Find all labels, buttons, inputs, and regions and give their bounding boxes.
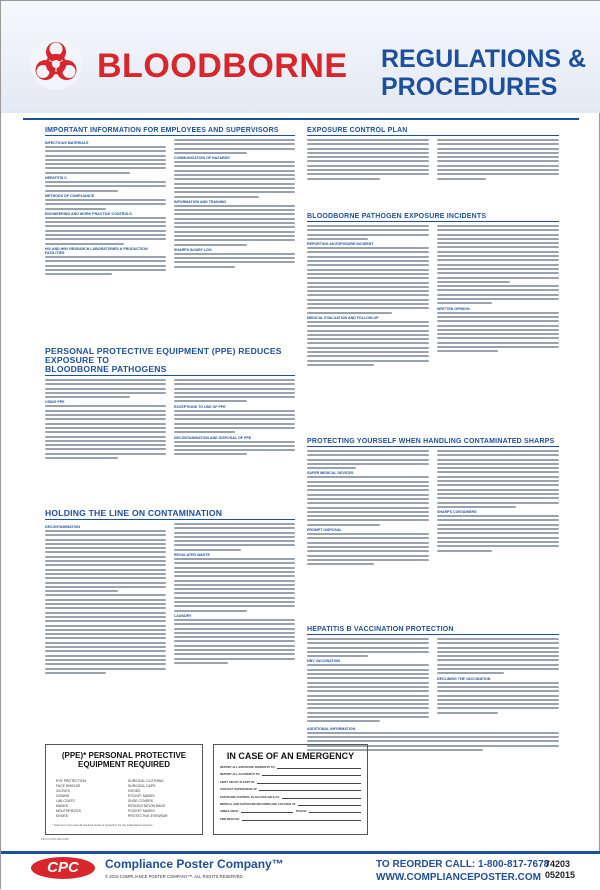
list-item: SURGICAL CAPS [128, 784, 156, 788]
biohazard-icon [29, 37, 83, 91]
subheading: SHARPS INJURY LOG [174, 247, 212, 252]
ppe-footnote: * Garment must meet all required levels of protection for the anticipated exposure. [52, 823, 154, 827]
fill-in-line[interactable] [277, 768, 361, 769]
subheading: DECONTAMINATION [45, 525, 81, 529]
list-item: MASKS [56, 804, 68, 808]
section-contamination [45, 509, 295, 734]
subheading: COMMUNICATION OF HAZARDS [174, 156, 230, 161]
reorder-phone[interactable]: TO REORDER CALL: 1-800-817-7678 [376, 859, 550, 870]
header-divider [23, 118, 579, 120]
emergency-label: FIRST AID KIT IS KEPT IN: [220, 779, 256, 784]
company-name: Compliance Poster Company™ [105, 857, 284, 871]
emergency-row [220, 809, 361, 813]
section-title-line-2: BLOODBORNE PATHOGENS [45, 364, 167, 374]
list-item: GLOVES [56, 789, 70, 793]
subheading: HEPATITIS C [45, 176, 67, 181]
emergency-row [220, 787, 361, 791]
ppe-box-title-line-1: (PPE)* PERSONAL PROTECTIVE [61, 751, 187, 760]
subheading: SHARPS CONTAINERS [437, 510, 477, 515]
subheading: DECLINING THE VACCINATION [437, 676, 491, 681]
fill-in-line[interactable] [309, 812, 361, 813]
fill-in-line[interactable] [282, 798, 361, 799]
subheading: LAUNDRY [174, 613, 192, 618]
column-right [174, 139, 295, 277]
section-important-information [45, 127, 295, 349]
emergency-label: FIRE RESCUE: [220, 816, 240, 821]
emergency-title: IN CASE OF AN EMERGENCY [226, 751, 355, 761]
poster-title-line-1: REGULATIONS & [381, 45, 587, 73]
emergency-label: REPORT ALL ACCIDENTS TO: [220, 772, 261, 777]
ppe-list-col-1 [56, 779, 128, 819]
list-item: LAB COATS [56, 799, 75, 803]
subheading: HIV AND HBV RESEARCH LABORATORIES & PRODUCTION FACILITIES [45, 246, 148, 255]
subheading: DECONTAMINATION AND DISPOSAL OF PPE [174, 435, 252, 440]
product-number [545, 859, 575, 881]
emergency-label: MEDICAL AND EXPOSURE RECORDS ARE LOCATED AT: [220, 801, 296, 806]
emergency-row [220, 817, 361, 821]
list-item: RESUSCITATION BAGS [128, 804, 166, 808]
section-exposure-incidents [307, 213, 559, 438]
emergency-row [220, 802, 361, 806]
subheading: WRITTEN OPINION [437, 306, 470, 311]
section-sharps [307, 438, 559, 628]
list-item: PROTECTIVE EYEWEAR [128, 814, 168, 818]
ppe-box-title-line-2: EQUIPMENT REQUIRED [77, 760, 170, 769]
section-exposure-control-plan [307, 127, 559, 217]
list-item: MOUTHPIECES [56, 809, 81, 813]
subheading: ENGINEERING AND WORK PRACTICE CONTROLS [45, 211, 132, 216]
subheading: REPORTING AN EXPOSURE INCIDENT [307, 242, 374, 247]
regulation-reference: Part (#) CFR 1910.1030 [41, 838, 69, 841]
fill-in-line[interactable] [259, 790, 361, 791]
list-item: GOWNS [56, 794, 70, 798]
fill-in-line[interactable] [242, 820, 361, 821]
subheading: ADDITIONAL INFORMATION [307, 726, 356, 731]
subheading: REGULATED WASTE [174, 553, 210, 558]
section-title: HEPATITIS B VACCINATION PROTECTION [307, 626, 559, 635]
subheading: INFORMATION AND TRAINING [174, 199, 227, 204]
website-link[interactable]: WWW.COMPLIANCEPOSTER.COM [376, 872, 541, 883]
subheading: SAFER MEDICAL DEVICES [307, 471, 354, 476]
section-title-line-1: PERSONAL PROTECTIVE EQUIPMENT (PPE) REDUCES EXPOSURE TO [45, 346, 282, 365]
ppe-box-title [46, 751, 202, 769]
poster-header [1, 1, 600, 113]
section-title: BLOODBORNE PATHOGEN EXPOSURE INCIDENTS [307, 213, 559, 222]
subheading: HBV VACCINATION [307, 659, 341, 664]
subheading: MEDICAL EVALUATION AND FOLLOW-UP [307, 315, 379, 320]
section-title: EXPOSURE CONTROL PLAN [307, 127, 559, 136]
section-title: IMPORTANT INFORMATION FOR EMPLOYEES AND SUPERVISORS [45, 127, 295, 136]
subheading: EXCEPTIONS TO USE OF PPE [174, 404, 226, 409]
subheading: INFECTIOUS MATERIALS [45, 141, 89, 145]
emergency-label: EXPOSURE CONTROL PLAN AVAILABLE AT: [220, 794, 280, 799]
emergency-row [220, 795, 361, 799]
emergency-label: POLICE: [295, 809, 308, 814]
fill-in-line[interactable] [298, 805, 361, 806]
subheading: USING PPE [45, 400, 65, 405]
section-title: HOLDING THE LINE ON CONTAMINATION [45, 509, 295, 520]
fill-in-line[interactable] [262, 775, 361, 776]
version-code: 052015 [545, 870, 576, 880]
ppe-list-col-2 [128, 779, 200, 819]
list-item: HOODS [128, 789, 141, 793]
column-left [45, 139, 166, 277]
list-item: EYE PROTECTION [56, 779, 86, 783]
poster-title-red: BLOODBORNE [97, 47, 348, 85]
fill-in-line[interactable] [257, 783, 361, 784]
product-code: 74203 [545, 859, 571, 869]
section-title: PROTECTING YOURSELF WHEN HANDLING CONTAMINATED SHARPS [307, 438, 559, 447]
list-item: SHOES [56, 814, 68, 818]
emergency-label: CONTACT SUPERVISOR AT: [220, 787, 258, 792]
list-item: POCKET MASKS [128, 794, 155, 798]
subheading: METHODS OF COMPLIANCE [45, 193, 95, 198]
poster-title-line-2: PROCEDURES [381, 73, 558, 101]
list-item: SHOE COVERS [128, 799, 153, 803]
subheading: PROMPT DISPOSAL [307, 528, 342, 533]
emergency-label: AMBULANCE: [220, 809, 239, 814]
list-item: FACE SHIELDS [56, 784, 81, 788]
section-ppe [45, 347, 295, 447]
cpc-logo: CPC [31, 857, 95, 879]
list-item: SURGICAL CLOTHING [128, 779, 164, 783]
emergency-label: REPORT ALL EXPOSURE INCIDENTS TO: [220, 765, 276, 769]
emergency-row [220, 765, 361, 769]
emergency-row [220, 772, 361, 776]
ppe-required-box [45, 744, 203, 835]
emergency-row [220, 780, 361, 784]
emergency-box [213, 744, 368, 835]
copyright-text: © 2019 COMPLIANCE POSTER COMPANY™. ALL RIGHTS RESERVED. [105, 874, 244, 879]
fill-in-line[interactable] [241, 812, 293, 813]
list-item: POCKET MASKS [128, 809, 155, 813]
section-title [45, 347, 295, 376]
